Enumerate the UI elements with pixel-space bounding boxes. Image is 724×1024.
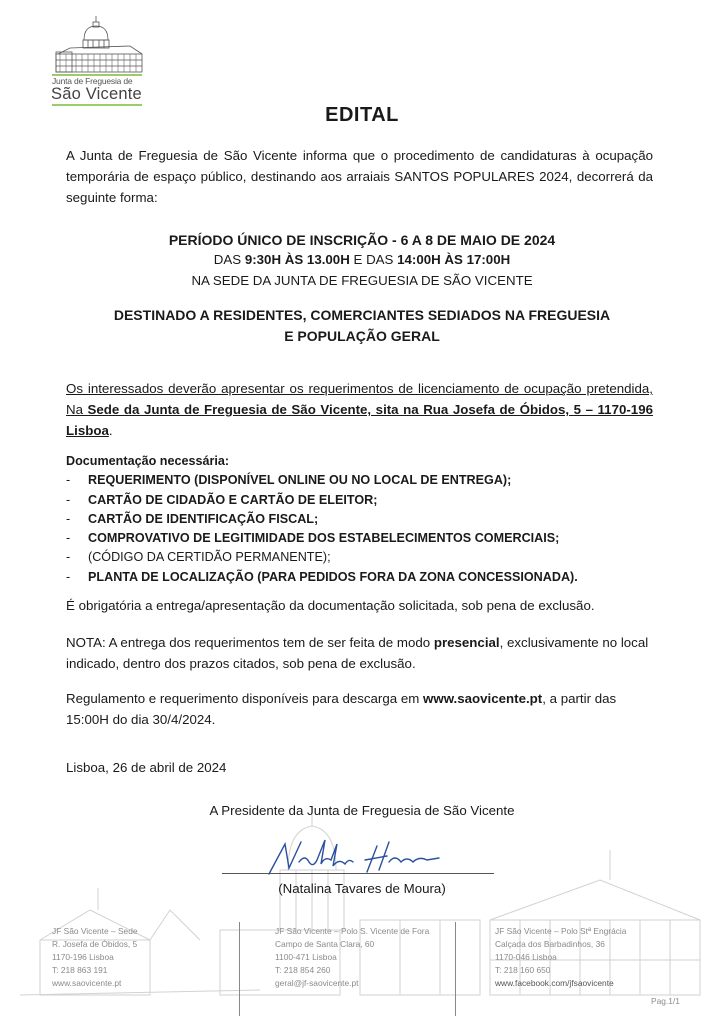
footer-line: Calçada dos Barbadinhos, 36 xyxy=(495,939,605,949)
documents-list xyxy=(66,452,578,587)
building-logo-icon xyxy=(50,14,146,76)
bullet-dash: - xyxy=(66,511,71,526)
regulation-post: , a partir das 15:00H do dia 30/4/2024. xyxy=(66,691,617,727)
list-item-text: COMPROVATIVO DE LEGITIMIDADE DOS ESTABELECIMENTOS COMERCIAIS; xyxy=(88,531,560,546)
footer-divider xyxy=(239,922,240,1016)
obligatory-paragraph: É obrigatória a entrega/apresentação da documentação solicitada, sob pena de exclusão. xyxy=(66,598,595,613)
footer-link[interactable]: geral@jf-saovicente.pt xyxy=(275,978,359,988)
footer-column-santa-engracia xyxy=(495,925,626,990)
note-paragraph xyxy=(66,632,653,674)
list-item xyxy=(66,568,578,587)
list-item-text: CARTÃO DE CIDADÃO E CARTÃO DE ELEITOR; xyxy=(88,492,378,507)
footer-line: T: 218 863 191 xyxy=(52,965,108,975)
page-number: Pag.1/1 xyxy=(651,996,680,1006)
list-item-text: REQUERIMENTO (DISPONÍVEL ONLINE OU NO LOCAL DE ENTREGA); xyxy=(88,473,512,488)
regulation-pre: Regulamento e requerimento disponíveis para descarga em xyxy=(66,691,424,706)
signature-line xyxy=(222,873,494,874)
list-item xyxy=(66,529,578,548)
footer-divider xyxy=(455,922,456,1016)
bullet-dash: - xyxy=(66,531,71,546)
list-item-text: CARTÃO DE IDENTIFICAÇÃO FISCAL; xyxy=(88,511,319,526)
handwritten-signature xyxy=(255,838,455,878)
list-item xyxy=(66,491,578,510)
document-date: Lisboa, 26 de abril de 2024 xyxy=(66,760,227,775)
hours-mid: E DAS xyxy=(349,252,398,267)
bullet-dash: - xyxy=(66,569,71,584)
page-title: EDITAL xyxy=(325,104,399,126)
logo xyxy=(50,14,146,104)
footer-line: JF São Vicente – Polo Stª Engrácia xyxy=(495,926,627,936)
logo-line2: São Vicente xyxy=(51,85,142,103)
destination-line1: DESTINADO A RESIDENTES, COMERCIANTES SEDIADOS NA FREGUESIA xyxy=(113,307,611,323)
footer-column-vicente-de-fora xyxy=(275,925,429,990)
footer-line: JF São Vicente – Sede xyxy=(52,926,138,936)
logo-line1: Junta de Freguesia de xyxy=(52,76,133,86)
footer-line: R. Josefa de Óbidos, 5 xyxy=(52,939,138,949)
note-post: , exclusivamente no local indicado, dentro dos prazos citados, sob pena de exclusão. xyxy=(66,635,649,671)
intro-paragraph: A Junta de Freguesia de São Vicente informa que o procedimento de candidaturas à ocupação temporária de espaço público, destinando aos arraiais SANTOS POPULARES 2024, decorrerá da seguinte forma: xyxy=(66,148,653,205)
hours-prefix: DAS xyxy=(213,252,245,267)
footer-link[interactable]: www.saovicente.pt xyxy=(52,978,122,988)
footer-link[interactable]: www.facebook.com/jfsaovicente xyxy=(495,978,614,988)
list-item-text: PLANTA DE LOCALIZAÇÃO (PARA PEDIDOS FORA DA ZONA CONCESSIONADA). xyxy=(88,569,578,584)
destination-heading xyxy=(0,305,724,347)
regulation-paragraph xyxy=(66,688,653,730)
hours-line xyxy=(0,250,724,270)
footer-line: 1170-046 Lisboa xyxy=(495,952,557,962)
destination-line2: E POPULAÇÃO GERAL xyxy=(284,328,440,344)
documents-header: Documentação necessária: xyxy=(66,454,230,468)
footer-line: T: 218 854 260 xyxy=(275,965,331,975)
interest-address: Sede da Junta de Freguesia de São Vicente, sita na Rua Josefa de Óbidos, 5 – 1170-196 Lisboa xyxy=(66,402,653,438)
note-bold: presencial xyxy=(433,635,500,650)
footer-line: T: 218 160 650 xyxy=(495,965,551,975)
list-item-text: (CÓDIGO DA CERTIDÃO PERMANENTE); xyxy=(88,550,331,565)
bullet-dash: - xyxy=(66,473,71,488)
website-link[interactable]: www.saovicente.pt xyxy=(423,691,543,706)
footer-line: 1100-471 Lisboa xyxy=(275,952,337,962)
bullet-dash: - xyxy=(66,550,71,565)
interest-end: . xyxy=(108,423,113,438)
list-item xyxy=(66,548,578,567)
list-item xyxy=(66,510,578,529)
signatory-role: A Presidente da Junta de Freguesia de São Vicente xyxy=(209,803,515,818)
footer-line: Campo de Santa Clara, 60 xyxy=(275,939,375,949)
note-pre: NOTA: A entrega dos requerimentos tem de ser feita de modo xyxy=(66,635,434,650)
signatory-name: (Natalina Tavares de Moura) xyxy=(278,881,446,896)
interest-paragraph xyxy=(66,378,653,441)
interest-text: Os interessados deverão apresentar os requerimentos de licenciamento de ocupação pretendida, Na xyxy=(66,381,653,417)
hours-afternoon: 14:00H ÀS 17:00H xyxy=(397,252,511,267)
location-line: NA SEDE DA JUNTA DE FREGUESIA DE SÃO VICENTE xyxy=(191,273,533,288)
hours-morning: 9:30H ÀS 13.00H xyxy=(244,252,350,267)
footer-column-sede xyxy=(52,925,138,990)
footer-line: 1170-196 Lisboa xyxy=(52,952,114,962)
bullet-dash: - xyxy=(66,492,71,507)
list-item xyxy=(66,471,578,490)
footer-line: JF São Vicente – Polo S. Vicente de Fora xyxy=(275,926,430,936)
period-line: PERÍODO ÚNICO DE INSCRIÇÃO - 6 A 8 DE MAIO DE 2024 xyxy=(168,232,556,248)
